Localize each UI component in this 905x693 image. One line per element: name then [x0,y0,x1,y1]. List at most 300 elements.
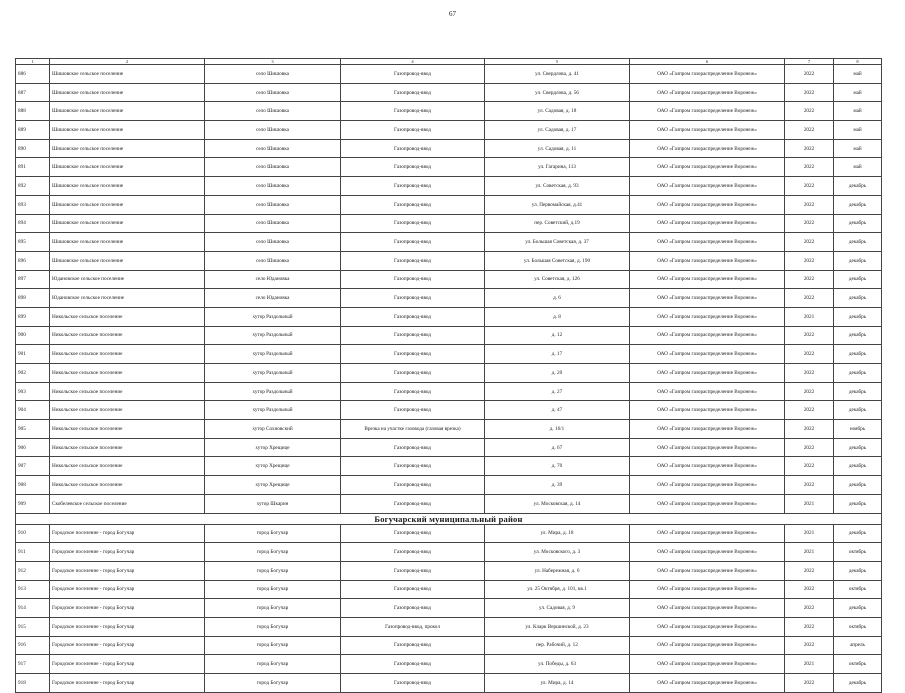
address-cell: ул. Садовая, д. 11 [485,139,630,158]
column-number: 1 [16,59,50,65]
address-cell: ул. Московского, д. 3 [485,543,630,562]
locality-cell: хутор Раздольный [205,401,341,420]
organization-cell: ОАО «Газпром газораспределение Воронеж» [630,307,785,326]
settlement-cell: Городское поселение - город Богучар [50,561,205,580]
district-title: Богучарский муниципальный район [16,513,882,524]
row-number: 897 [16,270,50,289]
row-number: 907 [16,457,50,476]
registry-table [15,58,882,693]
settlement-cell: Шишовское сельское поселение [50,65,205,84]
organization-cell: ОАО «Газпром газораспределение Воронеж» [630,195,785,214]
locality-cell: хутор Раздольный [205,345,341,364]
locality-cell: город Богучар [205,636,341,655]
column-number: 8 [834,59,882,65]
settlement-cell: Никольское сельское поселение [50,326,205,345]
row-number: 899 [16,307,50,326]
address-cell: ул. Кларк Вершинской, д. 23 [485,617,630,636]
organization-cell: ОАО «Газпром газораспределение Воронеж» [630,65,785,84]
table-row [16,233,882,252]
table-row [16,158,882,177]
object-cell: Газопровод-ввод [341,307,485,326]
locality-cell: хутор Раздольный [205,382,341,401]
organization-cell: ОАО «Газпром газораспределение Воронеж» [630,476,785,495]
year-cell: 2022 [785,382,834,401]
page-number: 67 [449,10,456,18]
table-row [16,561,882,580]
row-number: 895 [16,233,50,252]
settlement-cell: Шишовское сельское поселение [50,251,205,270]
organization-cell: ОАО «Газпром газораспределение Воронеж» [630,617,785,636]
settlement-cell: Шишовское сельское поселение [50,83,205,102]
settlement-cell: Шишовское сельское поселение [50,158,205,177]
month-cell: ноябрь [834,420,882,439]
object-cell: Газопровод-ввод, прокол [341,617,485,636]
locality-cell: город Богучар [205,655,341,674]
row-number: 918 [16,674,50,693]
address-cell: д. 17 [485,345,630,364]
object-cell: Газопровод-ввод [341,524,485,543]
year-cell: 2022 [785,121,834,140]
column-number: 6 [630,59,785,65]
row-number: 915 [16,617,50,636]
table-row [16,121,882,140]
table-row [16,382,882,401]
row-number: 888 [16,102,50,121]
address-cell: ул. Первомайская, д.41 [485,195,630,214]
address-cell: ул. 25 Октября, д. 101, кв.1 [485,580,630,599]
row-number: 900 [16,326,50,345]
locality-cell: город Богучар [205,524,341,543]
organization-cell: ОАО «Газпром газораспределение Воронеж» [630,457,785,476]
year-cell: 2022 [785,233,834,252]
month-cell: декабрь [834,401,882,420]
object-cell: Газопровод-ввод [341,214,485,233]
object-cell: Газопровод-ввод [341,270,485,289]
table-row [16,289,882,308]
locality-cell: село Шишовка [205,121,341,140]
locality-cell: село Шишовка [205,65,341,84]
settlement-cell: Никольское сельское поселение [50,438,205,457]
address-cell: ул. Садовая, д. 17 [485,121,630,140]
year-cell: 2022 [785,617,834,636]
object-cell: Газопровод-ввод [341,655,485,674]
table-row [16,457,882,476]
district-header-row [16,513,882,524]
address-cell: ул. Свердлова, д. 56 [485,83,630,102]
month-cell: декабрь [834,345,882,364]
year-cell: 2022 [785,251,834,270]
year-cell: 2022 [785,674,834,693]
table-row [16,214,882,233]
column-number: 4 [341,59,485,65]
table-row [16,524,882,543]
organization-cell: ОАО «Газпром газораспределение Воронеж» [630,251,785,270]
organization-cell: ОАО «Газпром газораспределение Воронеж» [630,655,785,674]
settlement-cell: Городское поселение - город Богучар [50,655,205,674]
locality-cell: село Шишовка [205,214,341,233]
row-number: 916 [16,636,50,655]
object-cell: Газопровод-ввод [341,636,485,655]
month-cell: апрель [834,636,882,655]
table-row [16,674,882,693]
organization-cell: ОАО «Газпром газораспределение Воронеж» [630,382,785,401]
locality-cell: село Шишовка [205,102,341,121]
organization-cell: ОАО «Газпром газораспределение Воронеж» [630,580,785,599]
object-cell: Газопровод-ввод [341,438,485,457]
address-cell: ул. Советская, д. 93 [485,177,630,196]
organization-cell: ОАО «Газпром газораспределение Воронеж» [630,420,785,439]
organization-cell: ОАО «Газпром газораспределение Воронеж» [630,401,785,420]
table-row [16,636,882,655]
organization-cell: ОАО «Газпром газораспределение Воронеж» [630,214,785,233]
row-number: 917 [16,655,50,674]
locality-cell: село Шишовка [205,177,341,196]
month-cell: декабрь [834,177,882,196]
month-cell: декабрь [834,326,882,345]
table-row [16,438,882,457]
object-cell: Газопровод-ввод [341,158,485,177]
locality-cell: село Шишовка [205,83,341,102]
address-cell: пер. Рабочий, д. 12 [485,636,630,655]
month-cell: май [834,83,882,102]
locality-cell: село Юдановка [205,270,341,289]
object-cell: Газопровод-ввод [341,476,485,495]
month-cell: октябрь [834,543,882,562]
locality-cell: город Богучар [205,617,341,636]
row-number: 904 [16,401,50,420]
organization-cell: ОАО «Газпром газораспределение Воронеж» [630,83,785,102]
month-cell: декабрь [834,382,882,401]
locality-cell: село Юдановка [205,289,341,308]
month-cell: декабрь [834,599,882,618]
settlement-cell: Городское поселение - город Богучар [50,524,205,543]
row-number: 896 [16,251,50,270]
settlement-cell: Никольское сельское поселение [50,476,205,495]
year-cell: 2021 [785,655,834,674]
registry-table-body [16,59,882,693]
settlement-cell: Никольское сельское поселение [50,420,205,439]
month-cell: декабрь [834,289,882,308]
year-cell: 2022 [785,476,834,495]
month-cell: декабрь [834,561,882,580]
table-row [16,543,882,562]
locality-cell: город Богучар [205,599,341,618]
month-cell: декабрь [834,457,882,476]
organization-cell: ОАО «Газпром газораспределение Воронеж» [630,494,785,513]
year-cell: 2022 [785,420,834,439]
settlement-cell: Никольское сельское поселение [50,307,205,326]
month-cell: май [834,158,882,177]
row-number: 908 [16,476,50,495]
row-number: 891 [16,158,50,177]
locality-cell: хутор Хрещице [205,476,341,495]
month-cell: декабрь [834,195,882,214]
row-number: 892 [16,177,50,196]
organization-cell: ОАО «Газпром газораспределение Воронеж» [630,177,785,196]
settlement-cell: Шишовское сельское поселение [50,177,205,196]
table-row [16,364,882,383]
settlement-cell: Юдановское сельское поселение [50,289,205,308]
object-cell: Газопровод-ввод [341,102,485,121]
address-cell: ул. Советская, д. 126 [485,270,630,289]
object-cell: Газопровод-ввод [341,494,485,513]
object-cell: Газопровод-ввод [341,139,485,158]
organization-cell: ОАО «Газпром газораспределение Воронеж» [630,364,785,383]
month-cell: декабрь [834,476,882,495]
settlement-cell: Городское поселение - город Богучар [50,543,205,562]
locality-cell: село Шишовка [205,251,341,270]
table-row [16,326,882,345]
organization-cell: ОАО «Газпром газораспределение Воронеж» [630,524,785,543]
organization-cell: ОАО «Газпром газораспределение Воронеж» [630,289,785,308]
year-cell: 2022 [785,364,834,383]
row-number: 898 [16,289,50,308]
organization-cell: ОАО «Газпром газораспределение Воронеж» [630,102,785,121]
organization-cell: ОАО «Газпром газораспределение Воронеж» [630,599,785,618]
object-cell: Газопровод-ввод [341,561,485,580]
month-cell: май [834,121,882,140]
year-cell: 2022 [785,65,834,84]
settlement-cell: Городское поселение - город Богучар [50,674,205,693]
address-cell: ул. Победы, д. 63 [485,655,630,674]
year-cell: 2022 [785,401,834,420]
month-cell: май [834,65,882,84]
table-row [16,345,882,364]
month-cell: май [834,102,882,121]
locality-cell: хутор Сохновский [205,420,341,439]
object-cell: Газопровод-ввод [341,326,485,345]
address-cell: д. 8 [485,307,630,326]
month-cell: декабрь [834,674,882,693]
address-cell: ул. Набережная, д. 6 [485,561,630,580]
settlement-cell: Никольское сельское поселение [50,345,205,364]
table-row [16,177,882,196]
year-cell: 2022 [785,438,834,457]
table-row [16,139,882,158]
settlement-cell: Скобелевское сельское поселение [50,494,205,513]
address-cell: ул. Садовая, д. 18 [485,102,630,121]
object-cell: Газопровод-ввод [341,364,485,383]
locality-cell: город Богучар [205,561,341,580]
row-number: 893 [16,195,50,214]
locality-cell: хутор Хрещице [205,438,341,457]
settlement-cell: Никольское сельское поселение [50,364,205,383]
table-row [16,580,882,599]
month-cell: октябрь [834,655,882,674]
table-row [16,251,882,270]
settlement-cell: Городское поселение - город Богучар [50,617,205,636]
row-number: 906 [16,438,50,457]
address-cell: д. 39 [485,476,630,495]
locality-cell: село Шишовка [205,195,341,214]
locality-cell: село Шишовка [205,233,341,252]
object-cell: Газопровод-ввод [341,401,485,420]
settlement-cell: Шишовское сельское поселение [50,102,205,121]
address-cell: пер. Советский, д.19 [485,214,630,233]
object-cell: Газопровод-ввод [341,251,485,270]
column-number: 3 [205,59,341,65]
year-cell: 2022 [785,636,834,655]
locality-cell: село Шишовка [205,158,341,177]
column-number: 2 [50,59,205,65]
address-cell: ул. Московская, д. 14 [485,494,630,513]
table-row [16,655,882,674]
object-cell: Газопровод-ввод [341,543,485,562]
address-cell: ул. Большая Советская, д. 190 [485,251,630,270]
year-cell: 2022 [785,326,834,345]
settlement-cell: Городское поселение - город Богучар [50,580,205,599]
year-cell: 2022 [785,83,834,102]
month-cell: декабрь [834,214,882,233]
row-number: 887 [16,83,50,102]
year-cell: 2022 [785,561,834,580]
table-row [16,65,882,84]
table-row [16,270,882,289]
address-cell: д. 20 [485,364,630,383]
locality-cell: хутор Шкарин [205,494,341,513]
table-row [16,476,882,495]
organization-cell: ОАО «Газпром газораспределение Воронеж» [630,121,785,140]
month-cell: декабрь [834,364,882,383]
year-cell: 2021 [785,307,834,326]
locality-cell: город Богучар [205,580,341,599]
organization-cell: ОАО «Газпром газораспределение Воронеж» [630,543,785,562]
organization-cell: ОАО «Газпром газораспределение Воронеж» [630,345,785,364]
settlement-cell: Никольское сельское поселение [50,382,205,401]
address-cell: ул. Гагарина, 113 [485,158,630,177]
month-cell: октябрь [834,617,882,636]
year-cell: 2022 [785,599,834,618]
row-number: 890 [16,139,50,158]
settlement-cell: Шишовское сельское поселение [50,214,205,233]
row-number: 894 [16,214,50,233]
address-cell: ул. Мира, д. 18 [485,524,630,543]
year-cell: 2021 [785,543,834,562]
settlement-cell: Никольское сельское поселение [50,401,205,420]
column-number: 7 [785,59,834,65]
month-cell: декабрь [834,270,882,289]
organization-cell: ОАО «Газпром газораспределение Воронеж» [630,674,785,693]
month-cell: октябрь [834,580,882,599]
organization-cell: ОАО «Газпром газораспределение Воронеж» [630,158,785,177]
locality-cell: хутор Хрещице [205,457,341,476]
locality-cell: хутор Раздольный [205,364,341,383]
column-number: 5 [485,59,630,65]
object-cell: Газопровод-ввод [341,457,485,476]
address-cell: д. 12 [485,326,630,345]
organization-cell: ОАО «Газпром газораспределение Воронеж» [630,270,785,289]
locality-cell: город Богучар [205,674,341,693]
year-cell: 2022 [785,289,834,308]
row-number: 914 [16,599,50,618]
row-number: 902 [16,364,50,383]
table-row [16,617,882,636]
object-cell: Газопровод-ввод [341,83,485,102]
object-cell: Газопровод-ввод [341,233,485,252]
year-cell: 2022 [785,158,834,177]
year-cell: 2021 [785,494,834,513]
table-row [16,195,882,214]
year-cell: 2022 [785,195,834,214]
row-number: 886 [16,65,50,84]
month-cell: декабрь [834,524,882,543]
row-number: 911 [16,543,50,562]
object-cell: Газопровод-ввод [341,65,485,84]
organization-cell: ОАО «Газпром газораспределение Воронеж» [630,561,785,580]
address-cell: д. 6 [485,289,630,308]
row-number: 901 [16,345,50,364]
settlement-cell: Шишовское сельское поселение [50,139,205,158]
address-cell: ул. Большая Советская, д. 37 [485,233,630,252]
row-number: 909 [16,494,50,513]
locality-cell: хутор Раздольный [205,326,341,345]
settlement-cell: Городское поселение - город Богучар [50,636,205,655]
object-cell: Газопровод-ввод [341,580,485,599]
object-cell: Газопровод-ввод [341,599,485,618]
table-row [16,307,882,326]
month-cell: декабрь [834,233,882,252]
object-cell: Газопровод-ввод [341,289,485,308]
month-cell: декабрь [834,307,882,326]
row-number: 912 [16,561,50,580]
row-number: 905 [16,420,50,439]
object-cell: Врезка на участке газовода (газовая врезка) [341,420,485,439]
year-cell: 2022 [785,345,834,364]
settlement-cell: Шишовское сельское поселение [50,121,205,140]
settlement-cell: Никольское сельское поселение [50,457,205,476]
table-row [16,494,882,513]
object-cell: Газопровод-ввод [341,121,485,140]
year-cell: 2022 [785,457,834,476]
object-cell: Газопровод-ввод [341,195,485,214]
locality-cell: село Шишовка [205,139,341,158]
object-cell: Газопровод-ввод [341,345,485,364]
organization-cell: ОАО «Газпром газораспределение Воронеж» [630,438,785,457]
row-number: 910 [16,524,50,543]
address-cell: д. 67 [485,438,630,457]
month-cell: декабрь [834,251,882,270]
settlement-cell: Шишовское сельское поселение [50,233,205,252]
address-cell: д. 70 [485,457,630,476]
table-row [16,102,882,121]
settlement-cell: Шишовское сельское поселение [50,195,205,214]
settlement-cell: Городское поселение - город Богучар [50,599,205,618]
address-cell: д. 27 [485,382,630,401]
year-cell: 2022 [785,580,834,599]
organization-cell: ОАО «Газпром газораспределение Воронеж» [630,139,785,158]
organization-cell: ОАО «Газпром газораспределение Воронеж» [630,233,785,252]
year-cell: 2021 [785,524,834,543]
year-cell: 2022 [785,139,834,158]
object-cell: Газопровод-ввод [341,674,485,693]
table-row [16,401,882,420]
organization-cell: ОАО «Газпром газораспределение Воронеж» [630,326,785,345]
address-cell: ул. Мира, д. 14 [485,674,630,693]
year-cell: 2022 [785,270,834,289]
year-cell: 2022 [785,177,834,196]
settlement-cell: Юдановское сельское поселение [50,270,205,289]
address-cell: ул. Свердлова, д. 41 [485,65,630,84]
row-number: 903 [16,382,50,401]
row-number: 889 [16,121,50,140]
address-cell: д. 47 [485,401,630,420]
table-row [16,83,882,102]
object-cell: Газопровод-ввод [341,382,485,401]
year-cell: 2022 [785,214,834,233]
month-cell: декабрь [834,438,882,457]
table-row [16,599,882,618]
organization-cell: ОАО «Газпром газораспределение Воронеж» [630,636,785,655]
